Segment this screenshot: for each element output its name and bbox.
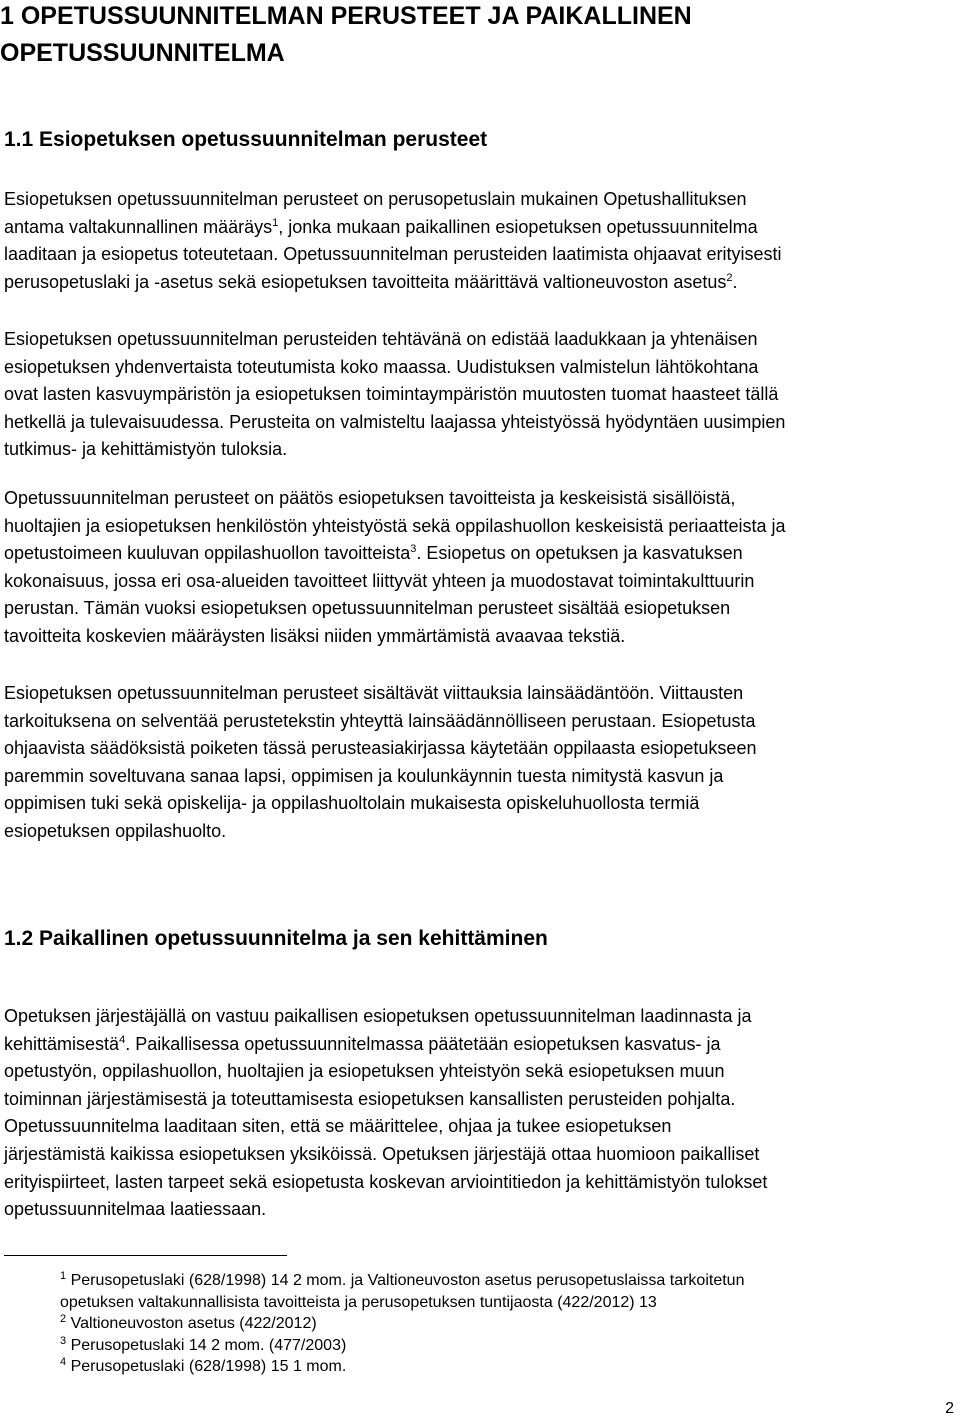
text-line: paremmin soveltuvana sanaa lapsi, oppimisen ja koulunkäynnin tuesta nimitystä kasvun ja <box>4 765 724 786</box>
footnote-3: $^3$ Perusopetuslaki 14 2 mom. (477/2003) <box>60 1334 347 1354</box>
footnote-ref: 3 <box>410 543 417 556</box>
text-line: ohjaavista säädöksistä poiketen tässä perusteasiakirjassa käytetään oppilaasta esiopetukseen <box>4 738 757 759</box>
text-line: antama valtakunnallinen määräys$^1$, jonka mukaan paikallinen esiopetuksen opetussuunnitelma <box>4 216 758 237</box>
text-line: Esiopetuksen opetussuunnitelman perusteiden tehtävänä on edistää laadukkaan ja yhtenäisen <box>4 329 758 349</box>
footnote-ref: 2 <box>726 271 733 284</box>
main-heading-line2: OPETUSSUUNNITELMA <box>0 39 285 67</box>
main-heading-line1: 1 OPETUSSUUNNITELMAN PERUSTEET JA PAIKALLINEN <box>0 2 692 30</box>
footnote-4: $^4$ Perusopetuslaki (628/1998) 15 1 mom. <box>60 1356 347 1375</box>
text-line: laaditaan ja esiopetus toteutetaan. Opetussuunnitelman perusteiden laatimista ohjaavat erityisesti <box>4 244 782 265</box>
text-line: toiminnan järjestämisestä ja toteuttamisesta esiopetuksen kansallisten perusteiden pohjalta. <box>4 1088 736 1109</box>
section-1-2-title: 1.2 Paikallinen opetussuunnitelma ja sen kehittäminen <box>4 927 548 950</box>
main-heading <box>0 0 900 72</box>
text-line: Opetussuunnitelman perusteet on päätös esiopetuksen tavoitteista ja keskeisistä sisällöistä, <box>4 488 736 508</box>
footnote-ref: 1 <box>272 216 279 229</box>
text-line: esiopetuksen yhdenvertaista toteutumista koko maassa. Uudistuksen valmistelun lähtökohtana <box>4 356 759 377</box>
text-line: Esiopetuksen opetussuunnitelman perusteet on perusopetuslain mukainen Opetushallituksen <box>4 189 747 209</box>
paragraph-1-2-1 <box>4 1003 956 1224</box>
paragraph-1-1-1 <box>4 186 956 296</box>
paragraph-1-1-4 <box>4 680 956 846</box>
footnotes <box>4 1270 944 1378</box>
text-line: perusopetuslaki ja -asetus sekä esiopetuksen tavoitteita määrittävä valtioneuvoston asetus$^2$. <box>4 271 738 292</box>
text-line: ovat lasten kasvuympäristön ja esiopetuksen toimintaympäristön muutosten tuomat haasteet tällä <box>4 384 779 405</box>
paragraph-1-1-3 <box>4 485 956 651</box>
footnote-separator <box>4 1255 287 1256</box>
footnote-ref: 4 <box>119 1033 126 1046</box>
footnote-1-cont: opetuksen valtakunnallisista tavoitteista ja perusopetuksen tuntijaosta (422/2012) 13 <box>60 1293 657 1311</box>
text-line: järjestämistä kaikissa esiopetuksen yksiköissä. Opetuksen järjestäjä ottaa huomioon paikalliset <box>4 1143 760 1164</box>
text-line: opetussuunnitelmaa laatiessaan. <box>4 1199 267 1220</box>
paragraph-1-1-2 <box>4 326 956 464</box>
text-line: huoltajien ja esiopetuksen henkilöstön yhteistyöstä sekä oppilashuollon keskeisistä periaatteista ja <box>4 515 786 536</box>
text-line: erityispiirteet, lasten tarpeet sekä esiopetusta koskevan arviointitiedon ja kehittämistyön tulokset <box>4 1171 768 1192</box>
text-line: Opetuksen järjestäjällä on vastuu paikallisen esiopetuksen opetussuunnitelman laadinnasta ja <box>4 1006 752 1026</box>
footnote-1: $^1$ Perusopetuslaki (628/1998) 14 2 mom. ja Valtioneuvoston asetus perusopetuslaissa tarkoitetun <box>60 1270 745 1289</box>
text-line: perustan. Tämän vuoksi esiopetuksen opetussuunnitelman perusteet sisältää esiopetuksen <box>4 598 731 619</box>
text-line: Esiopetuksen opetussuunnitelman perusteet sisältävät viittauksia lainsäädäntöön. Viittausten <box>4 683 744 703</box>
section-1-1-title: 1.1 Esiopetuksen opetussuunnitelman perusteet <box>4 128 488 151</box>
text-line: Opetussuunnitelma laaditaan siten, että se määrittelee, ohjaa ja tukee esiopetuksen <box>4 1116 672 1137</box>
text-line: esiopetuksen oppilashuolto. <box>4 820 227 841</box>
text-line: kokonaisuus, jossa eri osa-alueiden tavoitteet liittyvät yhteen ja muodostavat toimintakulttuurin <box>4 570 755 591</box>
page-number: 2 <box>945 1400 954 1417</box>
text-line: tutkimus- ja kehittämistyön tuloksia. <box>4 439 288 460</box>
text-line: oppimisen tuki sekä opiskelija- ja oppilashuoltolain mukaisesta opiskeluhuollosta termiä <box>4 793 700 814</box>
text-line: tavoitteita koskevien määräysten lisäksi niiden ymmärtämistä avaavaa tekstiä. <box>4 625 626 646</box>
text-line: kehittämisestä$^4$. Paikallisessa opetussuunnitelmassa päätetään esiopetuksen kasvatus- ja <box>4 1033 721 1054</box>
text-line: opetustoimeen kuuluvan oppilashuollon tavoitteista$^3$. Esiopetus on opetuksen ja kasvatuksen <box>4 543 743 564</box>
text-line: tarkoituksena on selventää perustetekstin yhteyttä lainsäädännölliseen perustaan. Esiopetusta <box>4 710 756 731</box>
text-line: hetkellä ja tulevaisuudessa. Perusteita on valmisteltu laajassa yhteistyössä hyödyntäen uusimpien <box>4 411 786 432</box>
text-line: opetustyön, oppilashuollon, huoltajien ja esiopetuksen yhteistyön sekä esiopetuksen muun <box>4 1061 725 1082</box>
footnote-2: $^2$ Valtioneuvoston asetus (422/2012) <box>60 1313 317 1332</box>
